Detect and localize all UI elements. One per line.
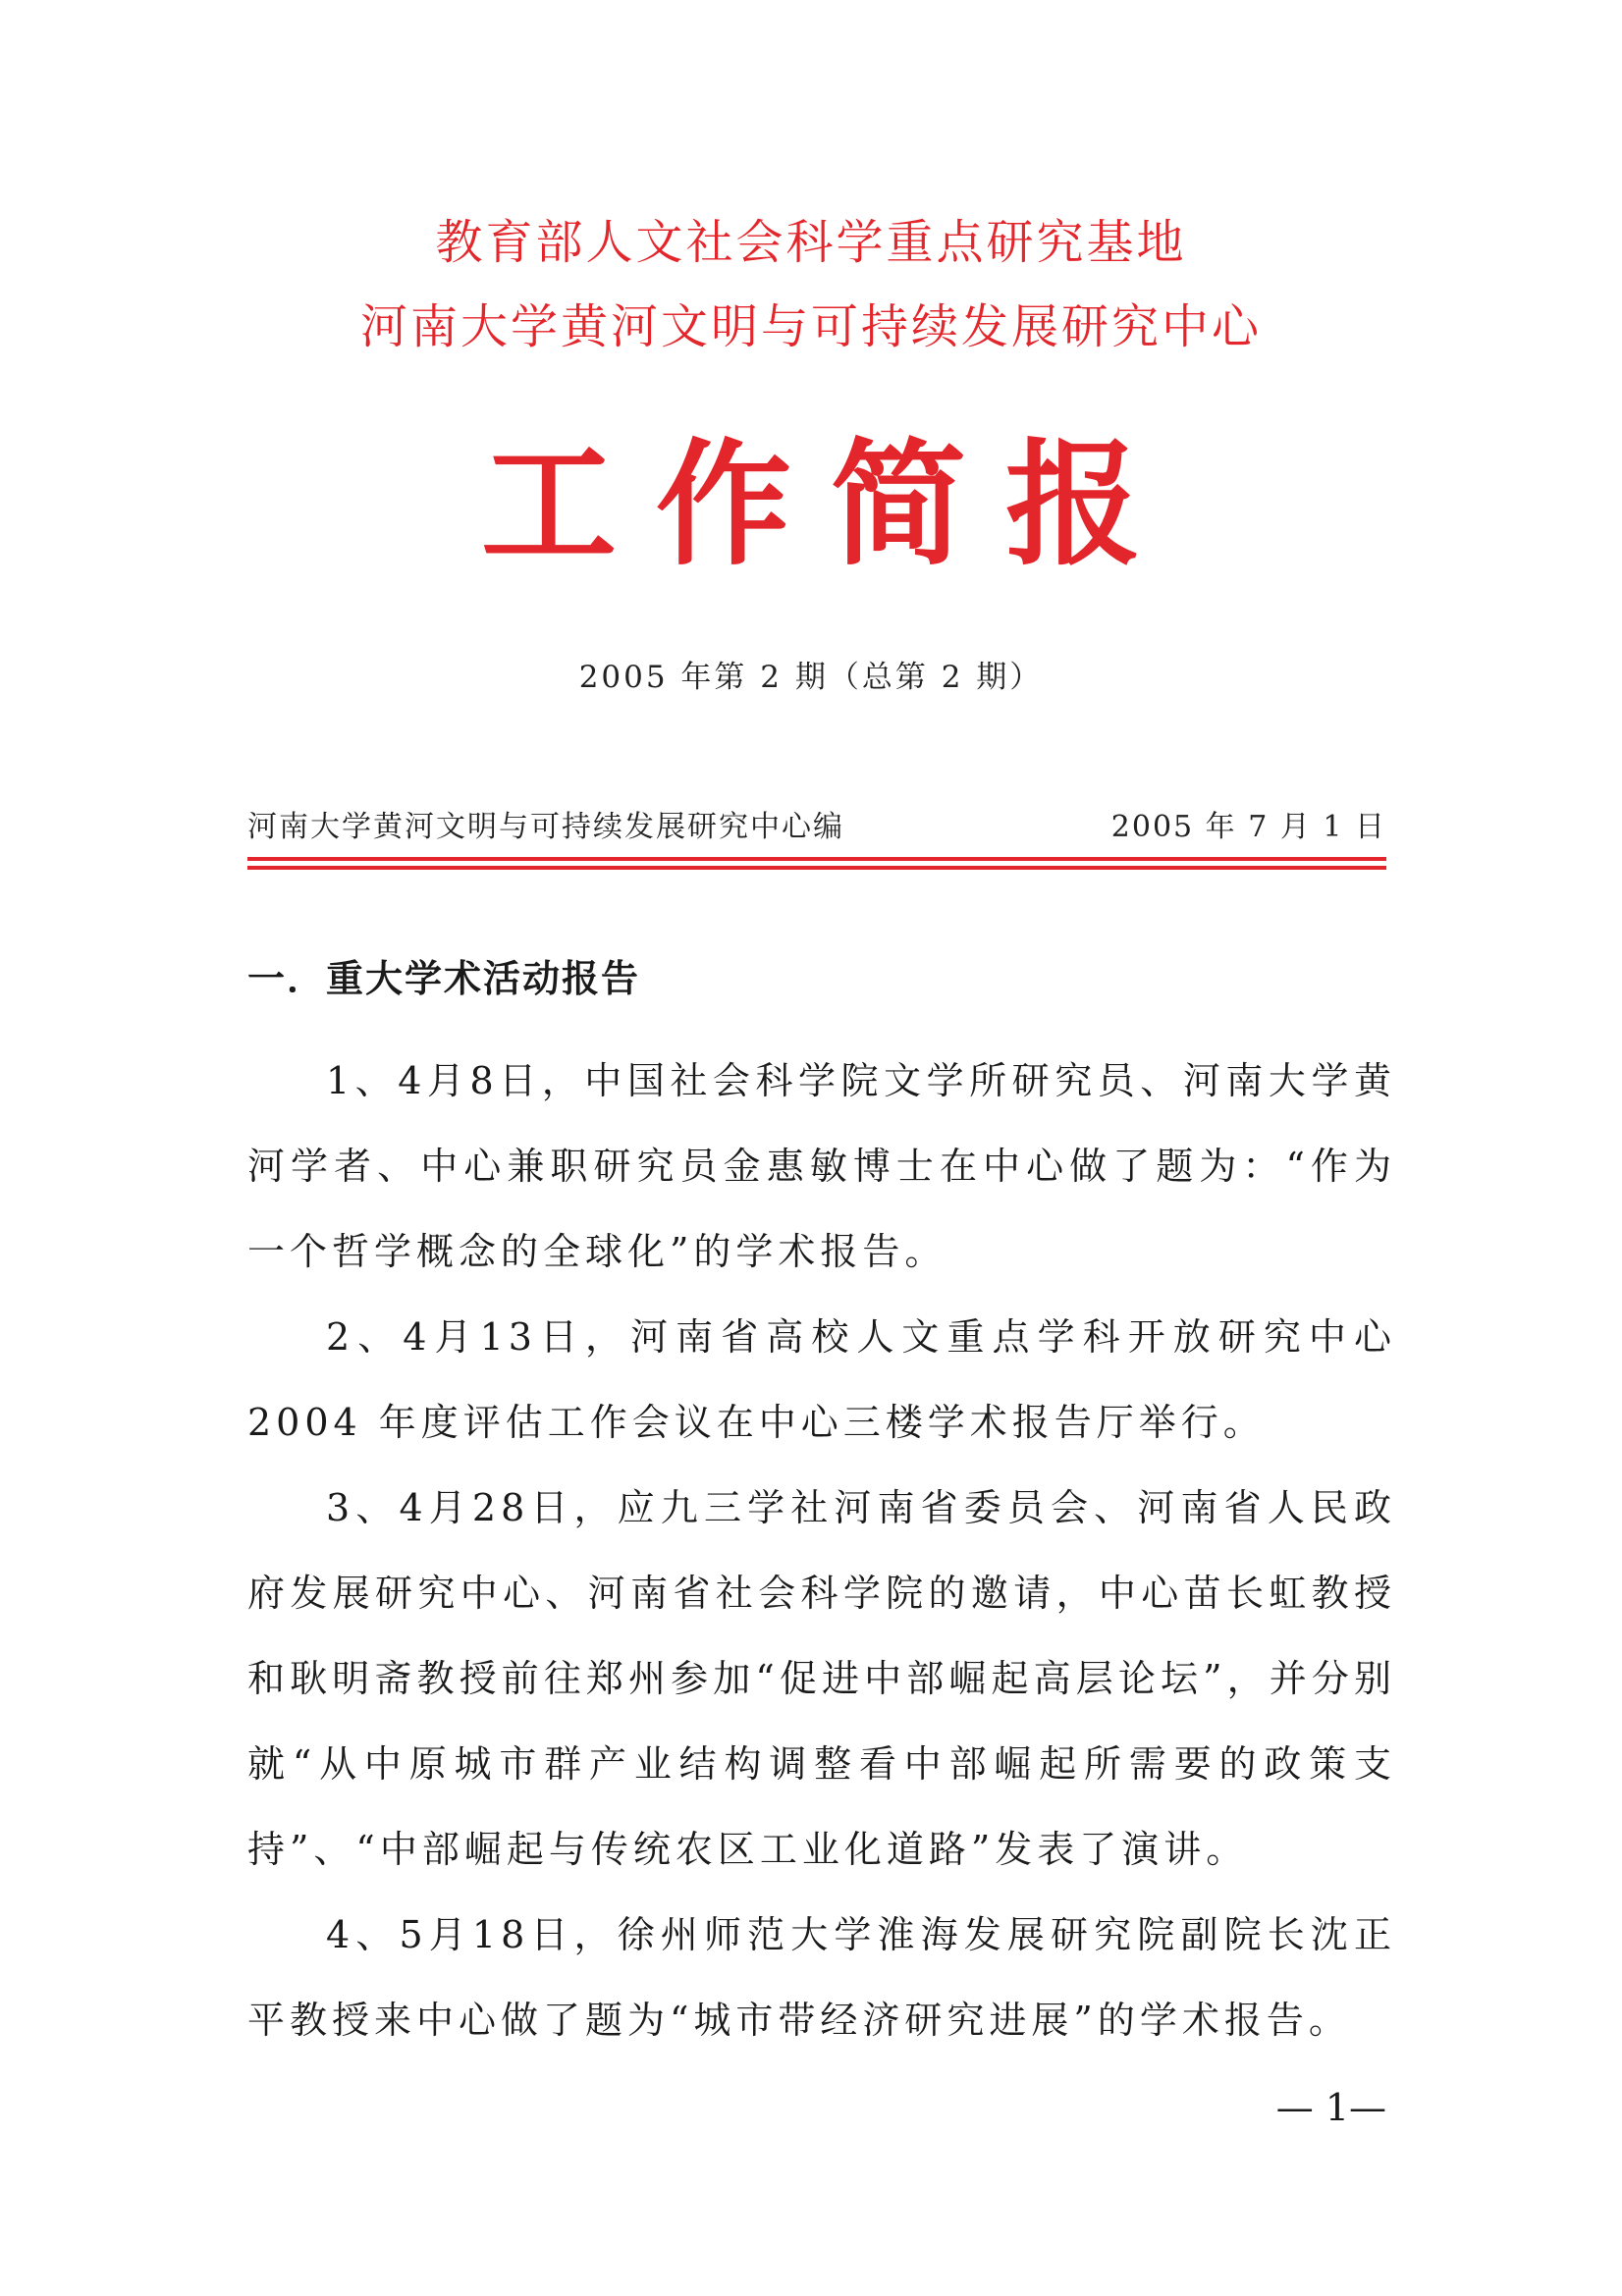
org-line-1: 教育部人文社会科学重点研究基地 [435, 215, 1187, 270]
red-divider-bottom [247, 866, 1386, 870]
list-item: 4、5月18日，徐州师范大学淮海发展研究院副院长沈正平教授来中心做了题为“城市带经济研究进展”的学术报告。 [247, 1913, 1396, 2042]
list-item: 2、4月13日，河南省高校人文重点学科开放研究中心 2004 年度评估工作会议在中心三楼学术报告厅举行。 [247, 1315, 1396, 1444]
publication-date: 2005 年 7 月 1 日 [1110, 810, 1386, 844]
org-line-2: 河南大学黄河文明与可持续发展研究中心 [359, 299, 1262, 354]
bulletin-title: 工作简报 [480, 426, 1180, 584]
issue-number: 2005 年第 2 期（总第 2 期） [578, 660, 1044, 695]
section-heading: 一．重大学术活动报告 [247, 957, 641, 1000]
red-divider-top [247, 857, 1386, 861]
list-item: 1、4月8日，中国社会科学院文学所研究员、河南大学黄河学者、中心兼职研究员金惠敏博士在中心做了题为：“作为一个哲学概念的全球化”的学术报告。 [247, 1059, 1396, 1273]
list-item: 3、4月28日，应九三学社河南省委员会、河南省人民政府发展研究中心、河南省社会科学院的邀请，中心苗长虹教授和耿明斋教授前往郑州参加“促进中部崛起高层论坛”，并分别就“从中原城市群产业结构调整看中部崛起所需要的政策支持”、“中部崛起与传统农区工业化道路”发表了演讲。 [247, 1486, 1396, 1871]
masthead-row [247, 807, 1386, 848]
page-number: — 1— [1275, 2086, 1386, 2129]
editor-line: 河南大学黄河文明与可持续发展研究中心编 [247, 810, 844, 844]
section-body [247, 1039, 1396, 2063]
